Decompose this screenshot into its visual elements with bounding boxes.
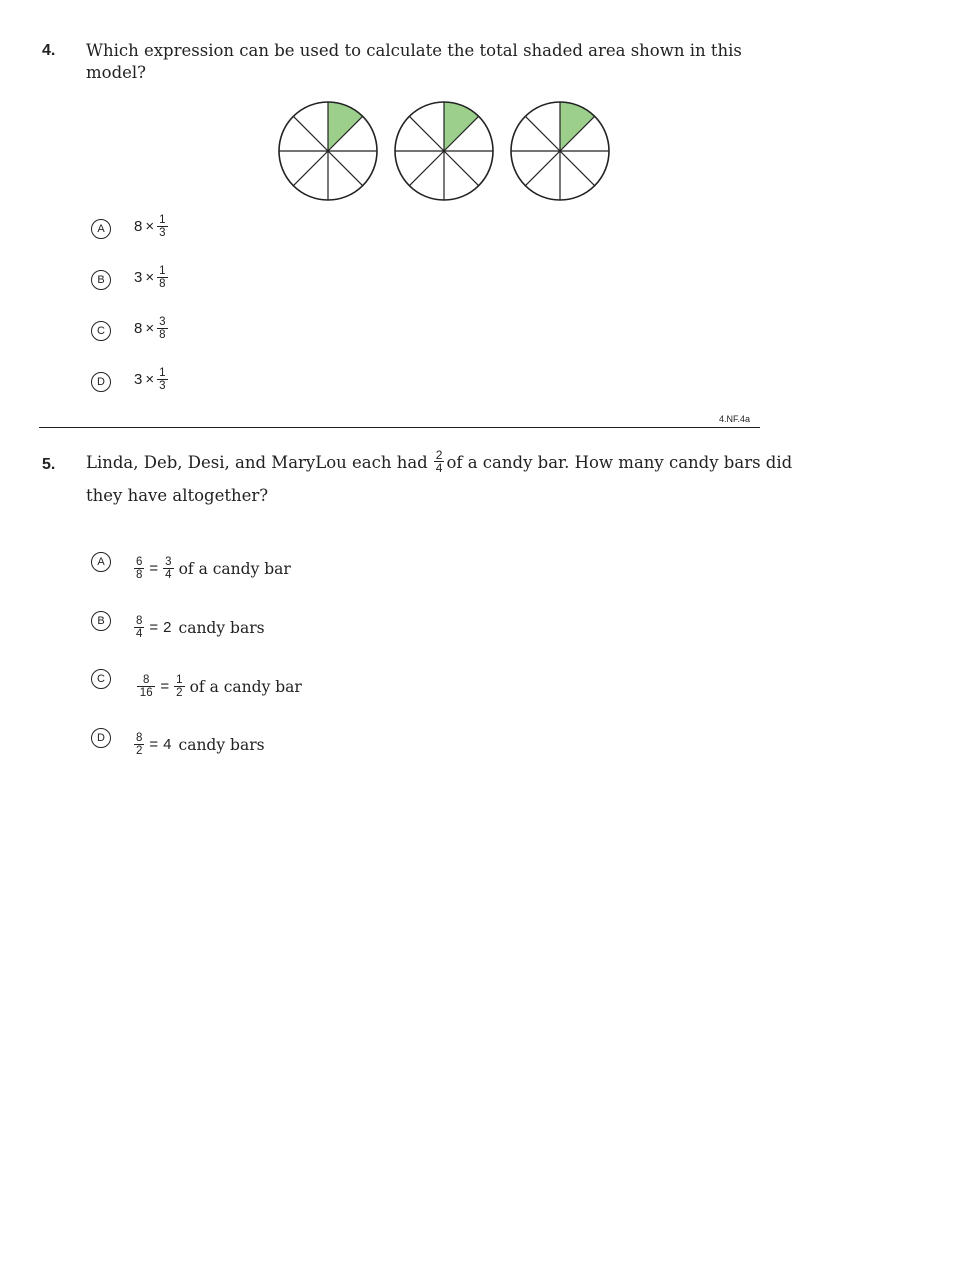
- q4-number: 4.: [42, 42, 56, 59]
- denominator: 8: [159, 329, 166, 341]
- q4-option-b-bubble[interactable]: B: [91, 270, 111, 290]
- divider-line: [409, 116, 444, 151]
- q4-option-c-fraction: [157, 316, 167, 341]
- q4-option-a[interactable]: [134, 214, 170, 239]
- divider-line: [293, 116, 328, 151]
- q5-option-c[interactable]: [135, 674, 302, 699]
- q4-option-c[interactable]: [134, 316, 170, 341]
- q5-option-d[interactable]: [132, 732, 265, 757]
- q5-text-line2: they have altogether?: [86, 486, 269, 505]
- times-symbol: ×: [145, 371, 155, 388]
- equals-sign: =: [149, 736, 159, 753]
- equals-sign: =: [160, 678, 170, 695]
- q4-text-line2: model?: [86, 63, 147, 82]
- divider-line: [525, 151, 560, 186]
- numerator: 8: [136, 732, 143, 744]
- fraction-1: [134, 556, 144, 581]
- denominator: 2: [136, 745, 143, 757]
- fraction-2: [163, 556, 173, 581]
- q5-option-d-bubble[interactable]: D: [91, 728, 111, 748]
- result-text: of a candy bar: [189, 677, 302, 696]
- denominator: 4: [435, 460, 443, 475]
- q4-option-b-fraction: [157, 265, 167, 290]
- denominator: 3: [159, 380, 166, 392]
- section-divider: [39, 427, 760, 428]
- standard-code: 4.NF.4a: [719, 414, 751, 424]
- q5-number: 5.: [42, 456, 56, 473]
- divider-line: [409, 151, 444, 186]
- q5-question-text: [86, 447, 792, 507]
- fraction-circle: [395, 102, 493, 200]
- q4-text-line1: Which expression can be used to calculate the total shaded area shown in this: [86, 41, 742, 60]
- result-value: 2: [163, 619, 172, 636]
- q4-option-b-whole: 3: [134, 269, 143, 286]
- times-symbol: ×: [145, 320, 155, 337]
- fraction-1: [134, 615, 144, 640]
- result-text: of a candy bar: [178, 559, 291, 578]
- numerator: 8: [137, 674, 155, 687]
- result-text: candy bars: [178, 735, 265, 754]
- denominator: 4: [165, 569, 172, 581]
- times-symbol: ×: [145, 218, 155, 235]
- q4-option-b[interactable]: [134, 265, 170, 290]
- q4-option-d-bubble[interactable]: D: [91, 372, 111, 392]
- denominator: 2: [176, 687, 183, 699]
- fraction-circle: [279, 102, 377, 200]
- numerator: 1: [159, 214, 166, 226]
- denominator: 8: [159, 278, 166, 290]
- shaded-wedge: [560, 102, 595, 151]
- divider-line: [293, 151, 328, 186]
- q4-option-d-whole: 3: [134, 371, 143, 388]
- denominator: 4: [136, 628, 143, 640]
- divider-line: [444, 151, 479, 186]
- numerator: 8: [136, 615, 143, 627]
- q5-option-b[interactable]: [132, 615, 265, 640]
- q5-text-line1: [86, 447, 792, 479]
- numerator: 1: [159, 265, 166, 277]
- q4-option-a-whole: 8: [134, 218, 143, 235]
- equals-sign: =: [149, 619, 159, 636]
- fraction-1: [134, 732, 144, 757]
- divider-line: [560, 151, 595, 186]
- fraction-2: [174, 674, 184, 699]
- result-text: candy bars: [178, 618, 265, 637]
- denominator: 3: [159, 227, 166, 239]
- q5-text-after: of a candy bar. How many candy bars did: [446, 453, 793, 472]
- numerator: 1: [176, 674, 183, 686]
- q5-inline-fraction: [434, 449, 445, 474]
- q4-option-c-bubble[interactable]: C: [91, 321, 111, 341]
- divider-line: [525, 116, 560, 151]
- numerator: 1: [159, 367, 166, 379]
- q4-option-a-fraction: [157, 214, 167, 239]
- q5-option-b-bubble[interactable]: B: [91, 611, 111, 631]
- q5-text-before: Linda, Deb, Desi, and MaryLou each had: [86, 453, 428, 472]
- q4-option-d-fraction: [157, 367, 167, 392]
- numerator: 6: [136, 556, 143, 568]
- q4-option-a-bubble[interactable]: A: [91, 219, 111, 239]
- numerator: 3: [165, 556, 172, 568]
- denominator: 8: [136, 569, 143, 581]
- q4-option-d[interactable]: [134, 367, 170, 392]
- numerator: 3: [159, 316, 166, 328]
- equals-sign: =: [149, 560, 159, 577]
- result-value: 4: [163, 736, 172, 753]
- fraction-circle: [511, 102, 609, 200]
- q4-option-c-whole: 8: [134, 320, 143, 337]
- numerator: 2: [435, 447, 443, 462]
- divider-line: [328, 151, 363, 186]
- times-symbol: ×: [145, 269, 155, 286]
- shaded-wedge: [328, 102, 363, 151]
- q5-option-a-bubble[interactable]: A: [91, 552, 111, 572]
- fraction-1: [137, 674, 155, 699]
- fraction-circle-model: [270, 96, 620, 206]
- denominator: 16: [139, 687, 153, 699]
- shaded-wedge: [444, 102, 479, 151]
- q5-option-c-bubble[interactable]: C: [91, 669, 111, 689]
- q5-option-a[interactable]: [132, 556, 291, 581]
- q4-question-text: [86, 40, 742, 84]
